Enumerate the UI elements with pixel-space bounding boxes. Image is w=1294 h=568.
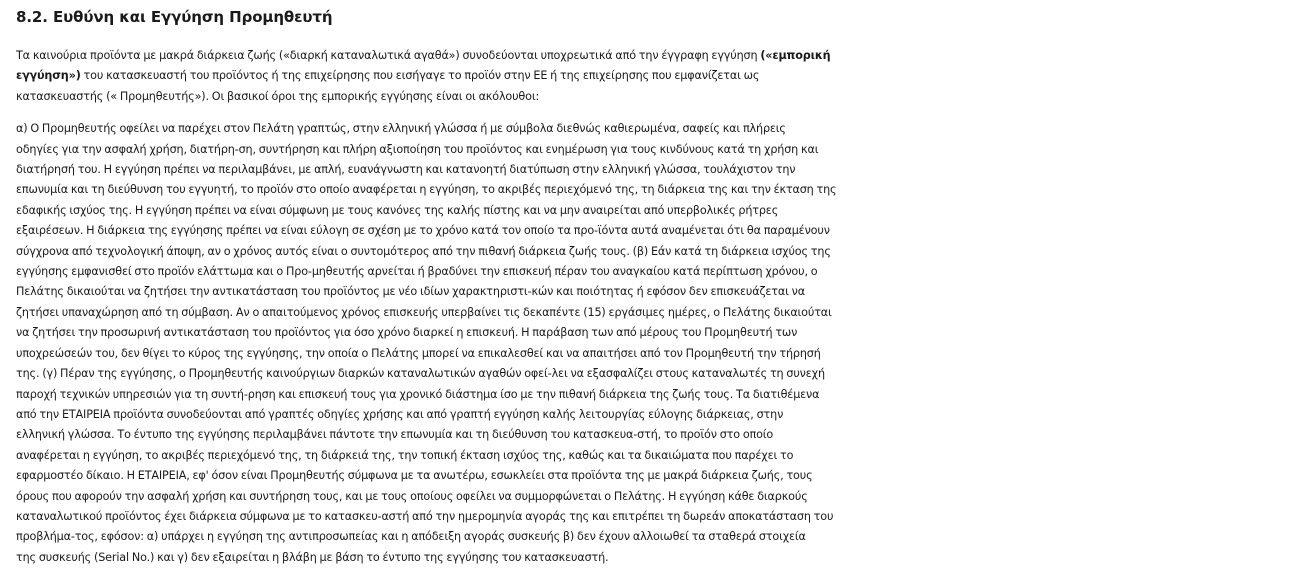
- terms-line: οδηγίες για την ασφαλή χρήση, διατήρη-ση, συντήρηση και πλήρη αξιοποίηση του προϊόντος και ενημέρωση για τους κινδύνους κατά τη χρήση και: [16, 142, 819, 156]
- terms-line: εξαιρέσεων. Η διάρκεια της εγγύησης πρέπει να είναι εύλογη σε σχέση με το χρόνο κατά τον οποίο τα προ-ϊόντα αυτά αναμένεται ότι θα παραμένουν: [16, 224, 830, 238]
- terms-line: α) Ο Προμηθευτής οφείλει να παρέχει στον Πελάτη γραπτώς, στην ελληνική γλώσσα ή με σύμβολα διεθνώς καθιερωμένα, σαφείς και πλήρεις: [16, 122, 786, 136]
- intro-line: [16, 46, 1294, 66]
- intro-line: [16, 66, 1294, 86]
- terms-line: προβλήμα-τος, εφόσον: α) υπάρχει η εγγύηση της αντιπροσωπείας και η απόδειξη αγοράς συσκευής β) δεν έχουν αλλοιωθεί τα σταθερά στοιχεία: [16, 530, 806, 544]
- terms-line: εγγύησης εμφανισθεί στο προϊόν ελάττωμα και ο Προ-μηθευτής αρνείται ή βραδύνει την επισκευή πέραν του αναγκαίου κατά περίπτωση χρόνου, ο: [16, 265, 818, 279]
- intro-paragraph: [16, 46, 1294, 107]
- terms-line: της. (γ) Πέραν της εγγύησης, ο Προμηθευτής καινούργιων διαρκών καταναλωτικών αγαθών οφεί-λει να εξασφαλίζει στους καταναλωτές τη συνεχή: [16, 367, 825, 381]
- terms-line: από την ΕΤΑΙΡΕΙΑ προϊόντα συνοδεύονται από γραπτές οδηγίες χρήσης και από γραπτή εγγύηση καλής λειτουργίας εύλογης διάρκειας, στην: [16, 407, 784, 421]
- terms-line: εφαρμοστέο δίκαιο. Η ΕΤΑΙΡΕΙΑ, εφ' όσον είναι Προμηθευτής σύμφωνα με τα ανωτέρω, εσωκλείει στα προϊόντα της με μακρά διάρκεια ζωής, τους: [16, 469, 813, 483]
- bold-text: εγγύηση»): [16, 69, 81, 83]
- text-segment: Τα καινούρια προϊόντα με μακρά διάρκεια ζωής («διαρκή καταναλωτικά αγαθά») συνοδεύονται υποχρεωτικά από την έγγραφη εγγύηση: [16, 49, 761, 62]
- terms-line: ελληνική γλώσσα. Το έντυπο της εγγύησης περιλαμβάνει πάντοτε την επωνυμία και τη διεύθυνση του κατασκευα-στή, το προϊόν στο οποίο: [16, 428, 774, 442]
- document-page: [16, 0, 1294, 568]
- terms-line: παροχή τεχνικών υπηρεσιών για τη συντή-ρηση και επισκευή τους για χρονικό διάστημα ίσο με την πιθανή διάρκεια της ζωής τους. Τα διατιθέμενα: [16, 387, 820, 401]
- terms-line: Πελάτης δικαιούται να ζητήσει την αντικατάσταση του προϊόντος με νέο ιδίων χαρακτηριστι-κών και ποιότητας ή εφόσον δεν επισκευάζεται να: [16, 285, 805, 299]
- intro-line: [16, 87, 1294, 107]
- text-segment: κατασκευαστής (« Προμηθευτής»). Οι βασικοί όροι της εμπορικής εγγύησης είναι οι ακόλουθοι:: [16, 89, 540, 103]
- terms-line: διατήρησή του. Η εγγύηση πρέπει να περιλαμβάνει, με απλή, ευανάγνωστη και κατανοητή διατύπωση στην ελληνική γλώσσα, τουλάχιστον την: [16, 163, 796, 177]
- terms-line: όρους που αφορούν την ασφαλή χρήση και συντήρηση τους, και με τους οποίους οφείλει να συμμορφώνεται ο Πελάτης. Η εγγύηση κάθε διαρκούς: [16, 489, 808, 503]
- terms-line: να ζητήσει την προσωρινή αντικατάσταση του προϊόντος για όσο χρόνο διαρκεί η επισκευή. Η παράβαση των από μέρους του Προμηθευτή των: [16, 326, 798, 340]
- bold-text: («εμπορική: [760, 49, 831, 62]
- terms-line: αναφέρεται η εγγύηση, το ακριβές περιεχόμενό της, τη διάρκειά της, την τοπική έκταση ισχύος της, καθώς και τα δικαιώματα που παρέχει το: [16, 448, 794, 462]
- terms-line: ζητήσει υπαναχώρηση από τη σύμβαση. Αν ο απαιτούμενος χρόνος επισκευής υπερβαίνει τις δεκαπέντε (15) εργάσιμες ημέρες, ο Πελάτης δικαιούται: [16, 305, 832, 319]
- terms-line: υποχρεώσεών του, δεν θίγει το κύρος της εγγύησης, την οποία ο Πελάτης μπορεί να επικαλεσθεί και να απαιτήσει από τον Προμηθευτή την τήρησή: [16, 346, 821, 360]
- terms-line: της συσκευής (Serial No.) και γ) δεν εξαιρείται η βλάβη με βάση το έντυπο της εγγύησης του κατασκευαστή.: [16, 550, 609, 564]
- paragraph-gap: [16, 107, 1294, 119]
- terms-line: καταναλωτικού προϊόντος έχει διάρκεια σύμφωνα με το κατασκευ-αστή από την ημερομηνία αγοράς της και επιτρέπει τη δωρεάν αποκατάσταση του: [16, 509, 834, 523]
- terms-line: σύγχρονα από τεχνολογική άποψη, αν ο χρόνος αυτός είναι ο συντομότερος από την πιθανή διάρκεια ζωής τους. (β) Εάν κατά τη διάρκεια ισχύος της: [16, 244, 831, 258]
- terms-line: επωνυμία και τη διεύθυνση του εγγυητή, το προϊόν στο οποίο αναφέρεται η εγγύηση, το ακριβές περιεχόμενό της, τη διάρκεια της και την έκταση της: [16, 183, 837, 197]
- terms-paragraph: [16, 119, 1294, 568]
- section-title: 8.2. Ευθύνη και Εγγύηση Προμηθευτή: [16, 8, 333, 26]
- terms-line: εδαφικής ισχύος της. Η εγγύηση πρέπει να είναι σύμφωνη με τους κανόνες της καλής πίστης και να μην αναιρείται από υπερβολικές ρήτρες: [16, 203, 779, 217]
- text-segment: του κατασκευαστή του προϊόντος ή της επιχείρησης που εισήγαγε το προϊόν στην ΕΕ ή της επιχείρησης που εμφανίζεται ως: [80, 69, 760, 83]
